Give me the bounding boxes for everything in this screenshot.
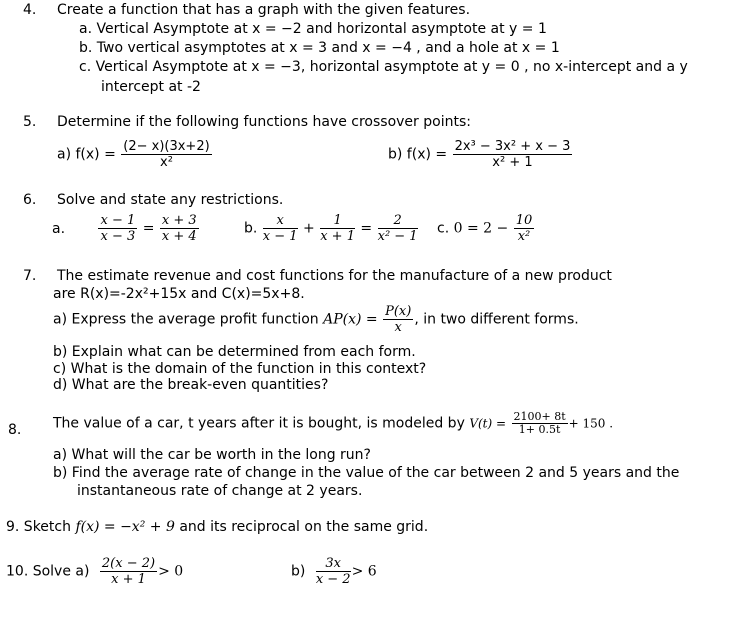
q5b-label: b) f(x) = [388,146,448,163]
q7a-text: a) Express the average profit function [53,311,319,328]
q5a-denominator: x² [160,155,173,170]
q5b-numerator: 2x³ − 3x² + x − 3 [454,139,571,154]
q4-number: 4. [23,2,37,18]
q8-part-b-line1: b) Find the average rate of change in the value of the car between 2 and 5 years and the [53,465,680,481]
q6c-lhs: 0 = 2 − [453,220,509,237]
q8-part-a: a) What will the car be worth in the long run? [53,447,371,463]
q7-line2: are R(x)=-2x²+15x and C(x)=5x+8. [53,286,305,302]
q5a-numerator: (2− x)(3x+2) [123,139,210,154]
q6c-numerator: 10 [515,213,533,228]
q6c-denominator: x² [517,229,531,244]
q6a-equals: = [142,220,155,237]
q6c-label: c. [437,220,450,237]
q5b-fraction [453,139,573,170]
q7-line1: The estimate revenue and cost functions for the manufacture of a new product [57,268,612,284]
q10a-denominator: x + 1 [111,572,146,587]
q6a-right-numerator: x + 3 [161,213,197,228]
q8-prompt [53,411,613,436]
q7-number: 7. [23,268,37,284]
q9-line [6,519,428,535]
q6a-label: a. [52,220,66,237]
q10b-numerator: 3x [316,556,351,572]
q4-part-c-line1: c. Vertical Asymptote at x = −3, horizontal asymptote at y = 0 , no x-intercept and a y [79,59,688,75]
q7-part-d: d) What are the break-even quantities? [53,377,329,393]
q6a-fraction-left [98,213,137,244]
q5a-label: a) f(x) = [57,146,116,163]
q5b-denominator: x² + 1 [492,155,533,170]
q6a-fraction-right [160,213,199,244]
q6b-f2-denominator: x + 1 [320,229,355,244]
q6b-fraction-2 [320,213,355,244]
q8-tail: + 150 . [568,416,614,431]
q6-part-b [244,213,419,244]
q4-part-c-line2: intercept at -2 [101,79,201,95]
q6-part-c [437,213,535,244]
q6b-label: b. [244,220,258,237]
q6b-equals: = [360,220,373,237]
q6b-f1-numerator: x [263,213,298,229]
q5-number: 5. [23,114,37,130]
q9-tail: and its reciprocal on the same grid. [179,519,429,535]
q10a-fraction [100,556,157,587]
q7a-numerator: P(x) [385,304,412,319]
q5-part-b [388,139,573,170]
q6-part-a [52,213,200,244]
q7a-function: AP(x) = [323,311,378,328]
q6b-plus: + [303,220,315,237]
q6b-f3-denominator: x² − 1 [377,229,418,244]
q6a-right-denominator: x + 4 [161,229,197,244]
q5-part-a [57,139,213,170]
q10-label: 10. Solve a) [6,563,90,580]
q6-number: 6. [23,192,37,208]
q10b-denominator: x − 2 [315,572,351,587]
q6b-fraction-3 [378,213,418,244]
q6b-f2-numerator: 1 [320,213,355,229]
q10-part-a [6,556,183,587]
q7-part-b: b) Explain what can be determined from each form. [53,344,416,360]
q10b-fraction [316,556,351,587]
q8-text: The value of a car, t years after it is bought, is modeled by [53,415,465,432]
q10b-relation: > 6 [351,563,377,580]
q8-part-b-line2: instantaneous rate of change at 2 years. [77,483,363,499]
q9-text: 9. Sketch [6,519,71,535]
q6b-fraction-1 [263,213,298,244]
q10b-label: b) [291,563,306,580]
q10a-numerator: 2(x − 2) [101,556,156,571]
q6c-fraction [514,213,535,244]
q8-denominator: 1+ 0.5t [518,423,561,436]
q7-part-a [53,304,579,335]
q8-number: 8. [8,422,22,438]
q7a-denominator: x [394,320,402,335]
q8-numerator: 2100+ 8t [513,410,566,423]
q6-prompt: Solve and state any restrictions. [57,192,284,208]
q8-function: V(t) = [469,416,507,431]
q6a-left-denominator: x − 3 [100,229,136,244]
q8-fraction [512,411,568,436]
q5-prompt: Determine if the following functions have crossover points: [57,114,471,130]
q6b-f1-denominator: x − 1 [262,229,298,244]
q7a-tail: , in two different forms. [414,311,579,328]
q4-prompt: Create a function that has a graph with the given features. [57,2,471,18]
q9-function: f(x) = −x² + 9 [75,519,175,535]
q10a-relation: > 0 [158,563,184,580]
q7-part-c: c) What is the domain of the function in this context? [53,361,427,377]
q5a-fraction [121,139,211,170]
q4-part-a: a. Vertical Asymptote at x = −2 and horizontal asymptote at y = 1 [79,21,547,37]
q6b-f3-numerator: 2 [378,213,418,229]
q6a-left-numerator: x − 1 [100,213,136,228]
q4-part-b: b. Two vertical asymptotes at x = 3 and x = −4 , and a hole at x = 1 [79,40,560,56]
q10-part-b [291,556,377,587]
q7a-fraction [383,304,413,335]
